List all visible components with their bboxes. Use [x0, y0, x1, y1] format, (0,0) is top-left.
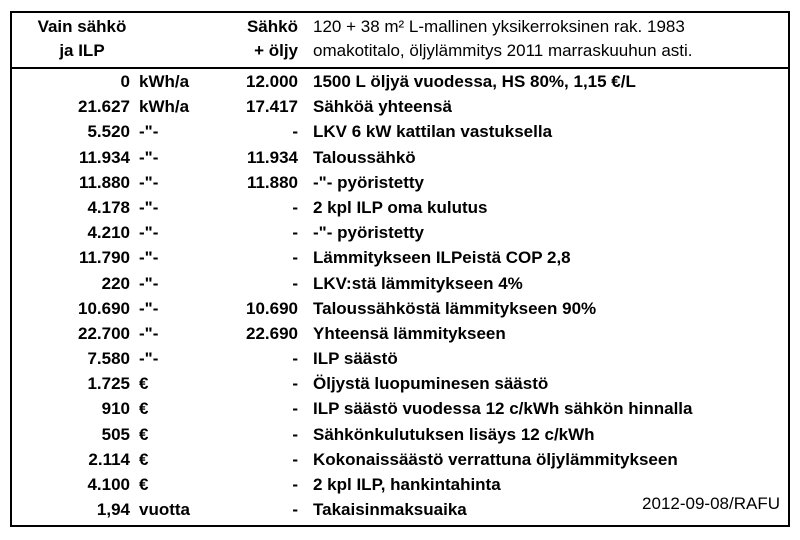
table-row [12, 271, 788, 296]
value-electric-oil: 11.934 [246, 147, 298, 167]
value-electric-ilp: 4.100 [87, 475, 130, 494]
value-electric-oil: - [292, 273, 298, 293]
value-electric-oil: 11.880 [246, 172, 298, 192]
value-electric-ilp: 505 [101, 424, 130, 444]
description: Sähköä yhteensä [313, 97, 452, 117]
unit: -"- [139, 323, 159, 343]
description: Taloussähköstä lämmitykseen 90% [313, 298, 597, 318]
value-electric-oil: - [292, 122, 298, 142]
value-electric-ilp: 21.627 [78, 97, 130, 117]
value-electric-oil: 12.000 [246, 72, 298, 91]
table-header [12, 13, 788, 69]
unit: -"- [139, 197, 159, 217]
description: 2 kpl ILP oma kulutus [313, 197, 488, 217]
description: Takaisinmaksuaika [313, 500, 467, 520]
table-row [12, 296, 788, 321]
value-electric-ilp: 11.934 [78, 147, 130, 167]
value-electric-ilp: 4.178 [87, 197, 130, 217]
table-row [12, 321, 788, 346]
value-electric-oil: - [292, 349, 298, 369]
table-row [12, 220, 788, 245]
value-electric-oil: - [292, 248, 298, 268]
unit: € [139, 449, 149, 469]
value-electric-ilp: 220 [101, 273, 130, 293]
table-row [12, 195, 788, 220]
unit: -"- [139, 223, 159, 243]
value-electric-oil: 22.690 [246, 323, 298, 343]
value-electric-ilp: 1,94 [96, 500, 130, 520]
value-electric-oil: - [292, 374, 298, 394]
description: LKV:stä lämmitykseen 4% [313, 273, 523, 293]
value-electric-oil: - [292, 424, 298, 444]
header-col3-line2: + öljy [254, 41, 298, 60]
description: LKV 6 kW kattilan vastuksella [313, 122, 553, 142]
value-electric-ilp: 5.520 [87, 122, 130, 142]
unit: -"- [139, 248, 159, 268]
date-stamp: 2012-09-08/RAFU [642, 494, 780, 513]
table-row [12, 447, 788, 472]
table-row [12, 119, 788, 144]
table-row [12, 145, 788, 170]
unit: -"- [139, 172, 159, 192]
description: Lämmitykseen ILPeistä COP 2,8 [313, 248, 571, 268]
description: Kokonaissäästö verrattuna öljylämmitykseen [313, 449, 678, 469]
description: Sähkönkulutuksen lisäys 12 c/kWh [313, 424, 595, 444]
table-row [12, 69, 788, 94]
table-row [12, 245, 788, 270]
unit: -"- [139, 298, 159, 318]
value-electric-oil: 17.417 [246, 97, 298, 117]
value-electric-ilp: 1.725 [87, 374, 130, 394]
header-col1-line1: Vain sähkö [37, 17, 127, 36]
description: 1500 L öljyä vuodessa, HS 80%, 1,15 €/L [313, 72, 636, 91]
value-electric-oil: 10.690 [246, 298, 298, 318]
unit: € [139, 374, 149, 394]
header-desc-line1: 120 + 38 m² L-mallinen yksikerroksinen rak. 1983 [313, 17, 685, 36]
value-electric-oil: - [292, 399, 298, 419]
value-electric-ilp: 7.580 [87, 349, 130, 369]
calculation-table [10, 11, 790, 527]
value-electric-ilp: 11.790 [78, 248, 130, 268]
unit: -"- [139, 349, 159, 369]
unit: € [139, 475, 149, 494]
description: ILP säästö [313, 349, 398, 369]
unit: € [139, 424, 149, 444]
value-electric-oil: - [292, 223, 298, 243]
table-row [12, 422, 788, 447]
value-electric-ilp: 4.210 [87, 223, 130, 243]
description: -"- pyöristetty [313, 172, 425, 192]
table-body [12, 69, 788, 522]
value-electric-ilp: 2.114 [88, 449, 130, 469]
description: Taloussähkö [313, 147, 416, 167]
header-col3-line1: Sähkö [246, 17, 298, 36]
table-row [12, 94, 788, 119]
description: Öljystä luopuminesen säästö [313, 374, 549, 394]
table-row [12, 170, 788, 195]
description: 2 kpl ILP, hankintahinta [313, 475, 501, 494]
value-electric-oil: - [292, 475, 298, 494]
unit: kWh/a [139, 72, 190, 91]
description: -"- pyöristetty [313, 223, 425, 243]
unit: kWh/a [139, 97, 190, 117]
description: ILP säästö vuodessa 12 c/kWh sähkön hinnalla [313, 399, 693, 419]
table-row [12, 396, 788, 421]
value-electric-oil: - [292, 500, 298, 520]
unit: € [139, 399, 149, 419]
value-electric-ilp: 910 [101, 399, 130, 419]
value-electric-oil: - [292, 197, 298, 217]
unit: -"- [139, 147, 159, 167]
unit: vuotta [139, 500, 190, 520]
unit: -"- [139, 273, 159, 293]
unit: -"- [139, 122, 159, 142]
value-electric-ilp: 0 [120, 72, 130, 91]
value-electric-ilp: 11.880 [78, 172, 130, 192]
header-desc-line2: omakotitalo, öljylämmitys 2011 marraskuuhun asti. [313, 41, 693, 60]
value-electric-oil: - [292, 449, 298, 469]
table-row [12, 371, 788, 396]
table-row [12, 346, 788, 371]
value-electric-ilp: 10.690 [78, 298, 130, 318]
header-col1-line2: ja ILP [59, 41, 105, 60]
description: Yhteensä lämmitykseen [313, 323, 506, 343]
value-electric-ilp: 22.700 [78, 323, 130, 343]
